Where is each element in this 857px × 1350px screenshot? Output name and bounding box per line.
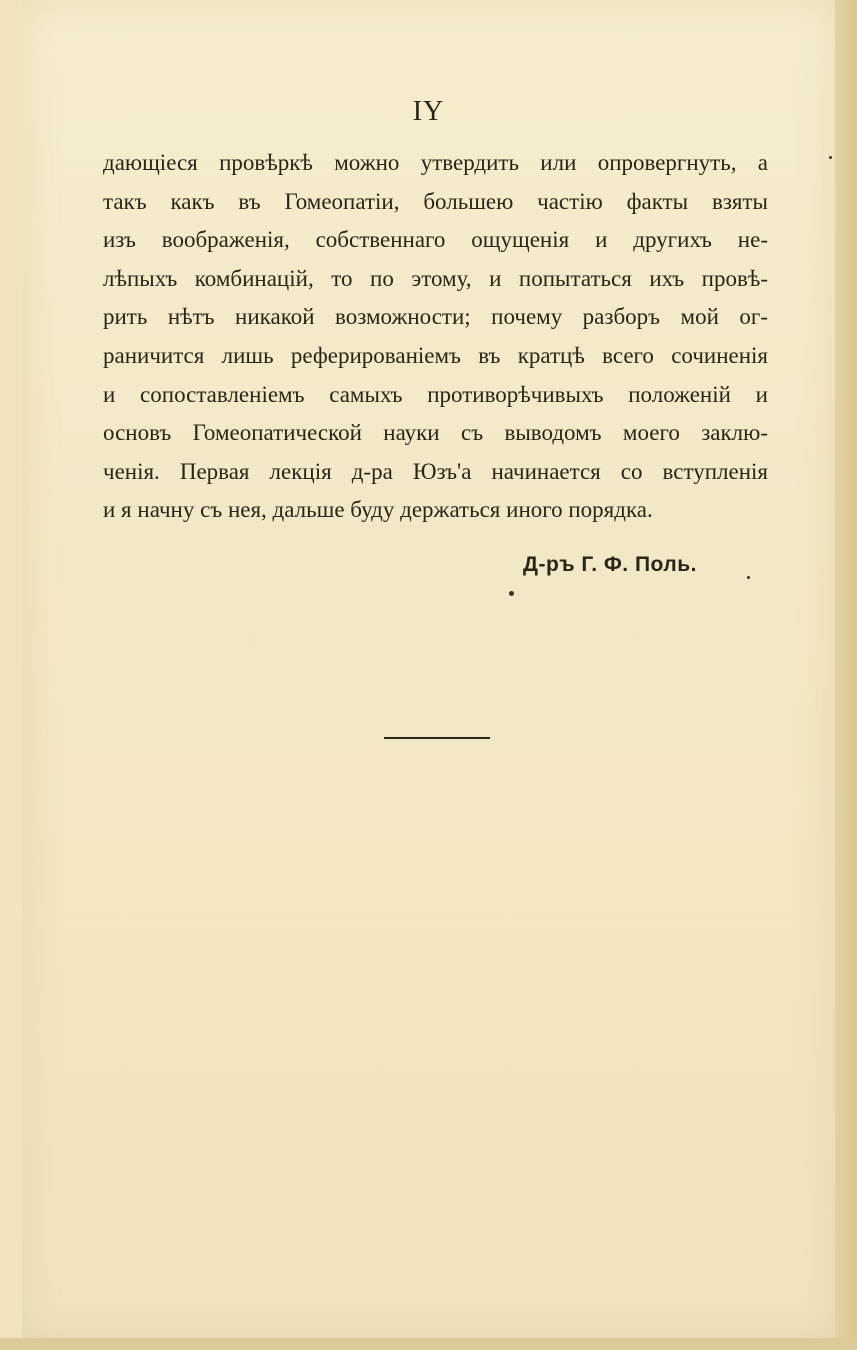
text-line-1: дающіеся провѣркѣ можно утвердить или опровергнуть, а xyxy=(103,150,768,175)
text-line-5: рить нѣтъ никакой возможности; почему разборъ мой ог- xyxy=(103,304,768,330)
page-edge-bottom xyxy=(0,1338,857,1350)
ink-speck xyxy=(829,156,832,159)
ink-speck xyxy=(747,576,750,579)
text-line-6: раничится лишь реферированіемъ въ кратцѣ всего сочиненія xyxy=(103,342,768,368)
text-line-10: и я начну съ нея, дальше буду держаться иного порядка. xyxy=(103,497,653,523)
text-line-8: основъ Гомеопатической науки съ выводомъ моего заклю- xyxy=(103,420,768,446)
text-line-2: такъ какъ въ Гомеопатіи, большею частію факты взяты xyxy=(103,188,768,214)
page-edge-right xyxy=(835,0,857,1350)
author-signature: Д-ръ Г. Ф. Поль. xyxy=(523,553,697,576)
ink-speck xyxy=(509,591,514,596)
text-line-3: изъ воображенія, собственнаго ощущенія и другихъ не- xyxy=(103,227,768,253)
text-line-4: лѣпыхъ комбинацій, то по этому, и попытаться ихъ провѣ- xyxy=(103,265,768,291)
body-paragraph xyxy=(103,144,768,530)
horizontal-rule xyxy=(384,737,490,739)
text-line-9: ченія. Первая лекція д-ра Юзъ'а начинается со вступленія xyxy=(103,458,768,484)
page-number: IY xyxy=(412,96,445,127)
text-line-7: и сопоставленіемъ самыхъ противорѣчивыхъ положеній и xyxy=(103,381,768,407)
